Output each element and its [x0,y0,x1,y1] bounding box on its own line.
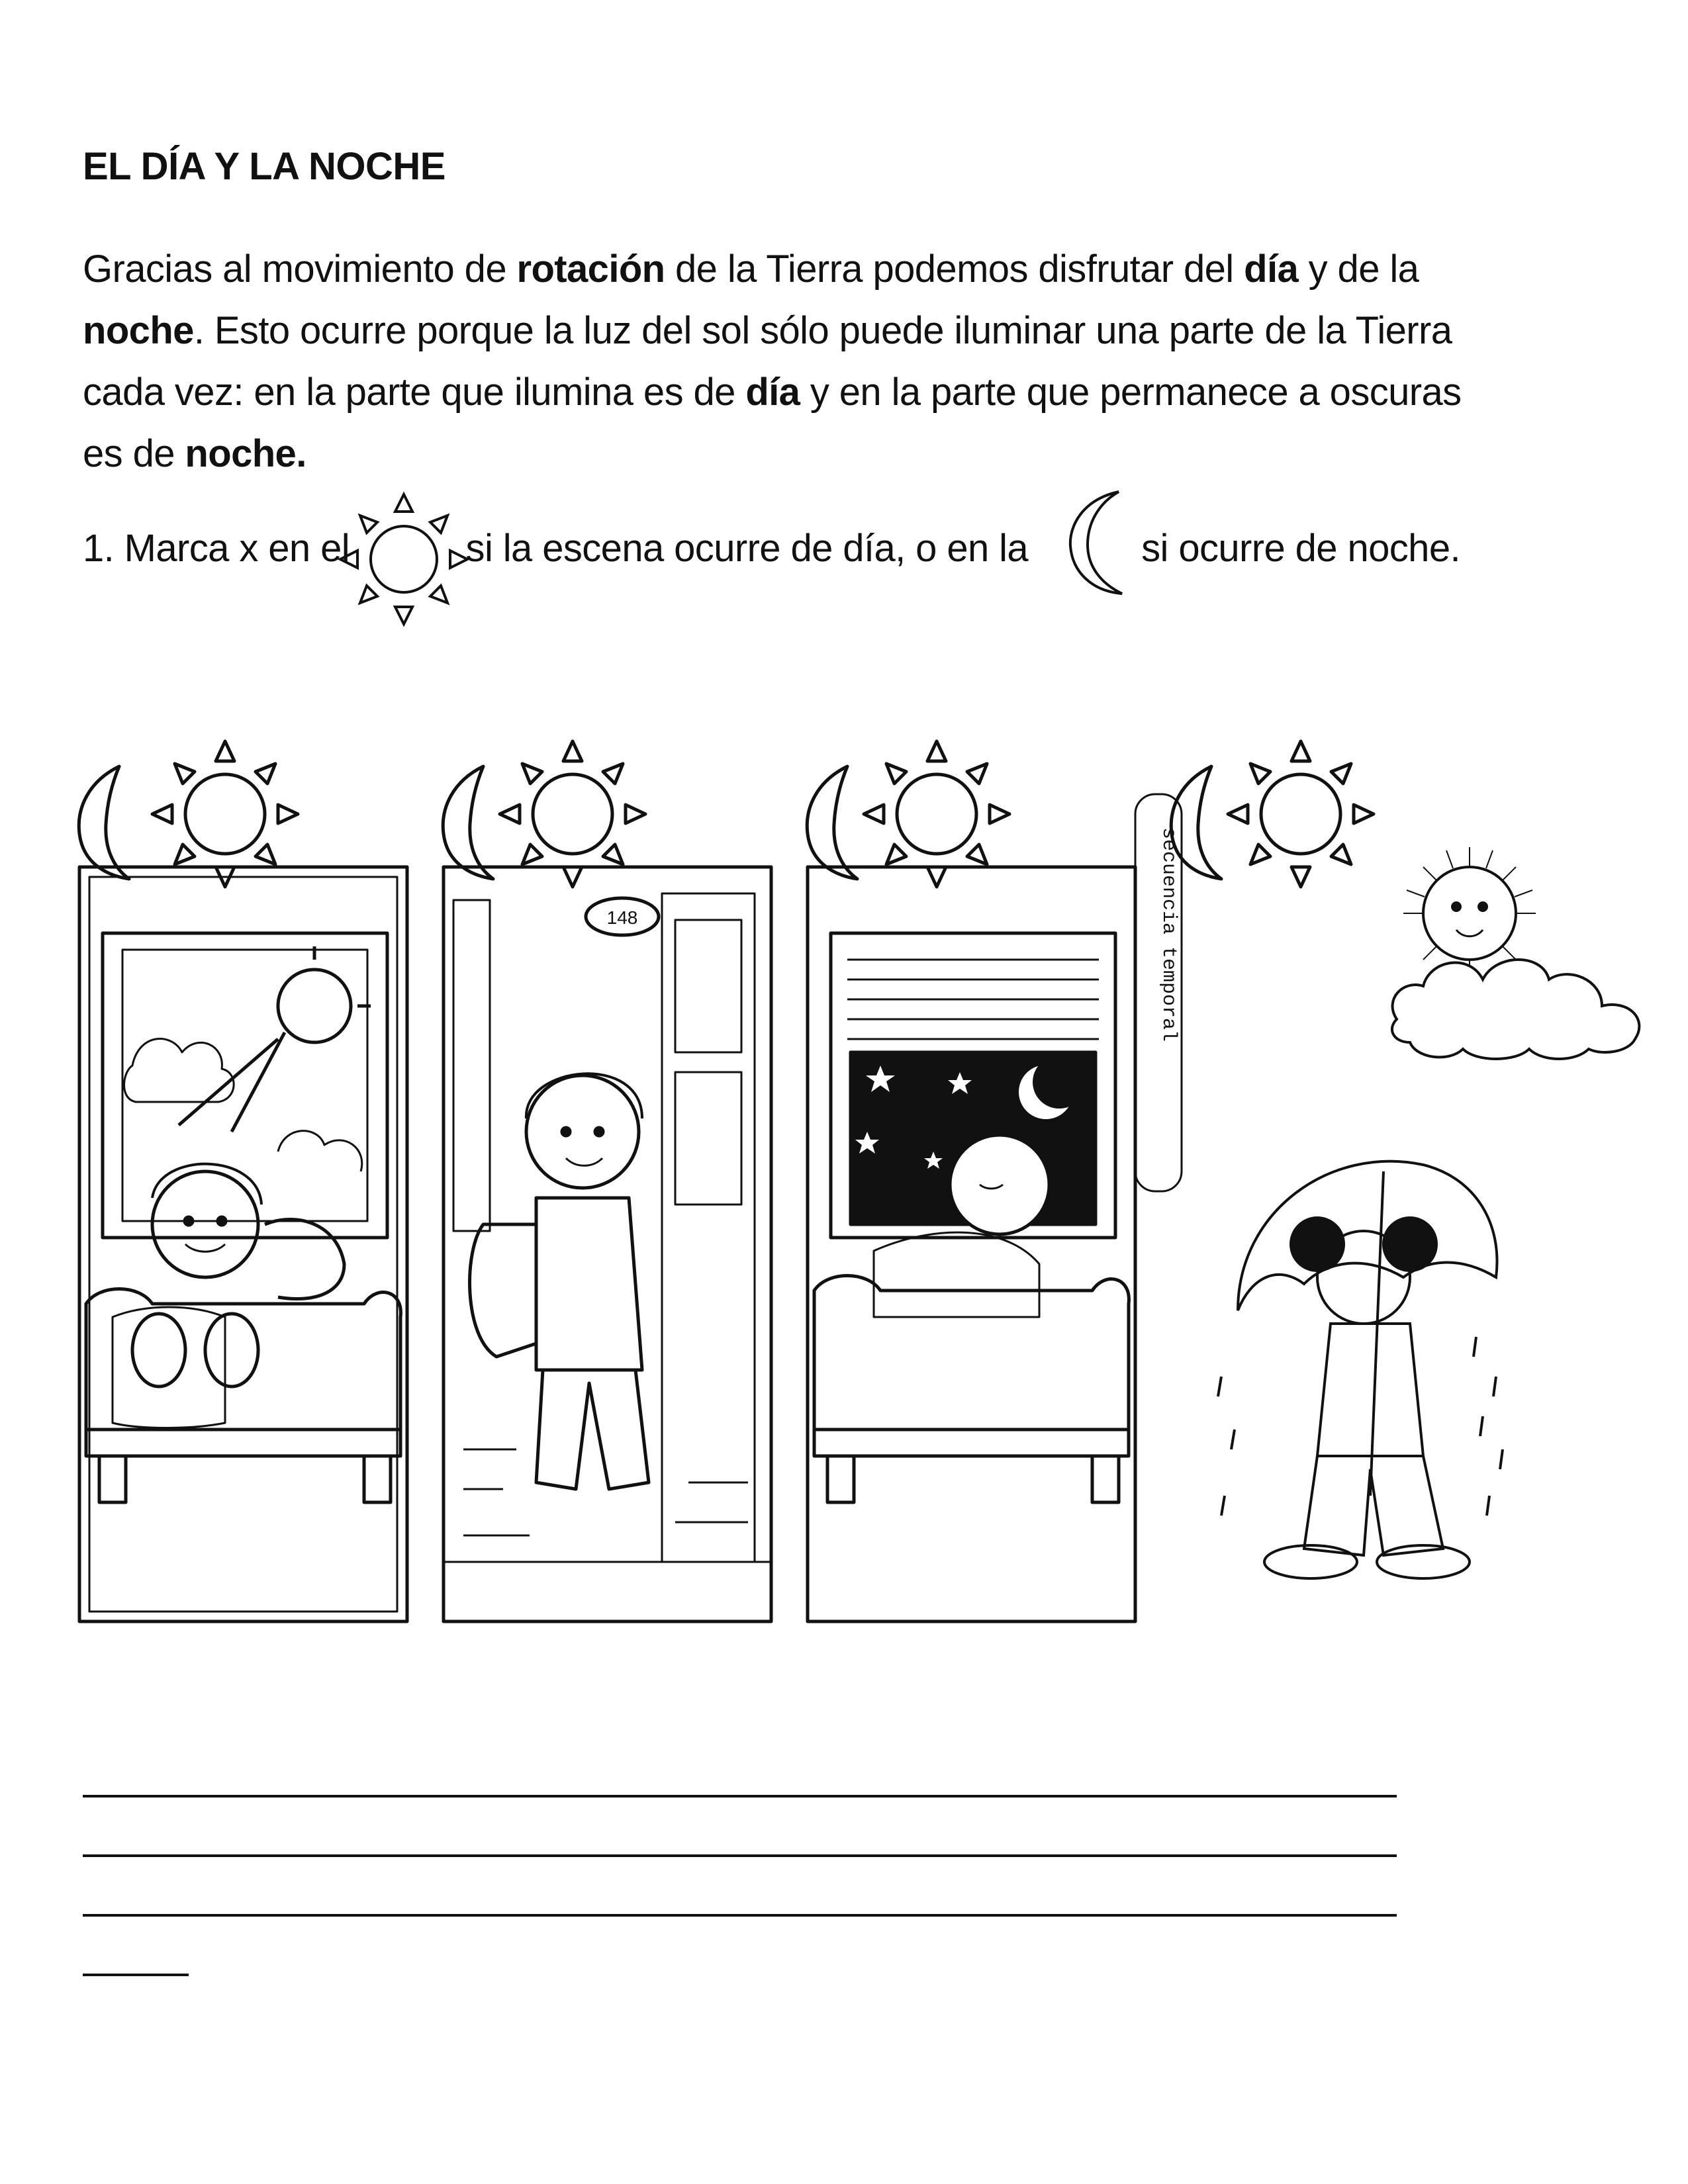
sun-icon[interactable] [500,741,645,887]
crescent-moon-icon[interactable] [807,766,857,879]
character-with-umbrella-icon [1211,1125,1516,1588]
smiling-sun-with-cloud-icon [1383,821,1675,1072]
door-number: 148 [606,907,638,928]
answer-line[interactable] [83,1974,189,1976]
crescent-moon-icon [1056,486,1135,599]
paragraph-text: y en la parte que permanece a oscuras es de [83,371,1462,475]
sun-icon[interactable] [152,741,298,887]
sun-icon [338,490,470,629]
extra-marks [1152,721,1390,900]
answer-line[interactable] [83,1795,1397,1797]
page-title: EL DÍA Y LA NOCHE [83,145,445,188]
crescent-moon-icon[interactable] [79,766,129,879]
scene-2-panel [424,721,781,1648]
intro-paragraph [83,238,1473,484]
sun-icon[interactable] [864,741,1009,887]
paragraph-text: . Esto ocurre porque la luz del sol sólo puede iluminar una parte de la Tierra cada vez: en la parte que ilumina es de [83,309,1452,414]
instruction-part: si ocurre de noche. [1131,527,1461,570]
instruction-part: si la escena ocurre de día, o en la [455,527,1039,570]
sun-icon[interactable] [1228,741,1374,887]
bold-term: rotación [516,248,665,291]
answer-line[interactable] [83,1854,1397,1857]
crescent-moon-icon[interactable] [443,766,493,879]
instruction-part: 1. Marca x en el [83,527,350,570]
bold-term: día [745,371,800,414]
scene-3-panel [788,721,1145,1648]
answer-line[interactable] [83,1914,1397,1917]
paragraph-text: y de la [1298,248,1419,291]
paragraph-text: Gracias al movimiento de [83,248,517,291]
bold-term: noche [83,309,194,352]
scene-1-panel [60,721,417,1648]
bold-term: día [1244,248,1299,291]
crescent-moon-icon[interactable] [1171,766,1221,879]
bold-term: noche. [185,432,306,475]
side-strip-label: secuencia temporal [1157,827,1180,1042]
instruction-text [83,518,1473,579]
paragraph-text: de la Tierra podemos disfrutar del [665,248,1244,291]
